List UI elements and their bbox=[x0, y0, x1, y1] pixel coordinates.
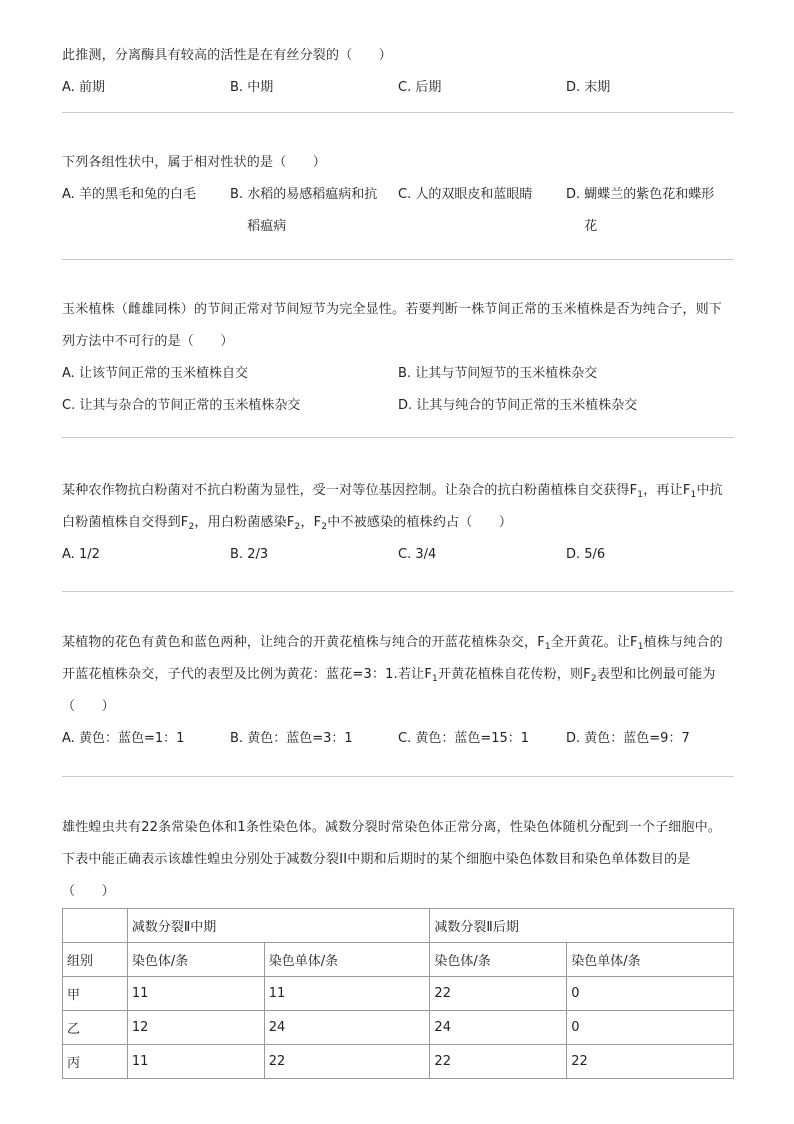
question-1-options bbox=[62, 72, 734, 104]
subscript: 1 bbox=[690, 490, 697, 500]
option-label: D. bbox=[566, 187, 585, 202]
stem-text: ，再让F bbox=[643, 483, 691, 498]
table-cell: 丙 bbox=[63, 1045, 128, 1079]
question-6 bbox=[62, 812, 734, 908]
option-label: A. bbox=[62, 366, 79, 381]
stem-text: ，F bbox=[300, 515, 322, 530]
stem-text: 表型和比例最可能为（ ） bbox=[62, 667, 716, 714]
subscript: 1 bbox=[637, 490, 644, 500]
table-corner-cell bbox=[63, 909, 128, 943]
table-group-header: 减数分裂Ⅱ后期 bbox=[430, 909, 734, 943]
option-label: B. bbox=[230, 731, 248, 746]
option-label: D. bbox=[566, 80, 585, 95]
question-2-option-c[interactable] bbox=[398, 179, 566, 243]
table-cell: 11 bbox=[127, 977, 264, 1011]
stem-text: 某植物的花色有黄色和蓝色两种，让纯合的开黄花植株与纯合的开蓝花植株杂交，F bbox=[62, 635, 545, 650]
question-divider bbox=[62, 112, 734, 113]
question-divider bbox=[62, 591, 734, 592]
question-6-stem: 雄性蝗虫共有22条常染色体和1条性染色体。减数分裂时常染色体正常分离，性染色体随机分配到一个子细胞中。下表中能正确表示该雄性蝗虫分别处于减数分裂II中期和后期时的某个细胞中染色体数目和染色单体数目的是（ ） bbox=[62, 820, 722, 899]
table-cell: 22 bbox=[430, 977, 567, 1011]
stem-text: 全开黄花。让F bbox=[550, 635, 638, 650]
subscript: 2 bbox=[294, 522, 301, 532]
table-header-cell: 染色体/条 bbox=[430, 943, 567, 977]
stem-text: 植株与纯合的开蓝花植株杂交，子代的表型及比例为黄花：蓝花=3：1.若让F bbox=[62, 635, 723, 682]
option-label: D. bbox=[566, 547, 585, 562]
option-label: C. bbox=[398, 80, 416, 95]
option-text: 2/3 bbox=[247, 547, 269, 562]
option-label: A. bbox=[62, 80, 79, 95]
subscript: 2 bbox=[321, 522, 328, 532]
option-text: 让其与节间短节的玉米植株杂交 bbox=[415, 366, 598, 381]
table-header-cell: 染色单体/条 bbox=[567, 943, 734, 977]
option-text: 后期 bbox=[415, 80, 442, 95]
table-cell: 0 bbox=[567, 1011, 734, 1045]
option-text: 人的双眼皮和蓝眼睛 bbox=[415, 187, 533, 202]
question-3-option-c[interactable] bbox=[62, 390, 398, 422]
stem-text: ，用白粉菌感染F bbox=[194, 515, 295, 530]
subscript: 2 bbox=[590, 674, 597, 684]
subscript: 2 bbox=[188, 522, 195, 532]
option-label: B. bbox=[230, 80, 248, 95]
option-label: D. bbox=[398, 398, 417, 413]
question-3-option-d[interactable] bbox=[398, 390, 734, 422]
question-5-option-c[interactable] bbox=[398, 723, 566, 755]
question-1 bbox=[62, 40, 734, 104]
option-text: 黄色：蓝色=3：1 bbox=[247, 731, 353, 746]
option-label: D. bbox=[566, 731, 585, 746]
option-text: 让其与杂合的节间正常的玉米植株杂交 bbox=[79, 398, 301, 413]
option-label: B. bbox=[398, 366, 416, 381]
question-1-stem: 此推测，分离酶具有较高的活性是在有丝分裂的（ ） bbox=[62, 48, 393, 63]
option-text: 羊的黑毛和兔的白毛 bbox=[78, 187, 196, 202]
table-header-row bbox=[63, 943, 734, 977]
question-3-option-a[interactable] bbox=[62, 358, 398, 390]
question-divider bbox=[62, 259, 734, 260]
stem-text: 某种农作物抗白粉菌对不抗白粉菌为显性，受一对等位基因控制。让杂合的抗白粉菌植株自交获得F bbox=[62, 483, 638, 498]
table-header-cell: 染色体/条 bbox=[127, 943, 264, 977]
table-cell: 24 bbox=[430, 1011, 567, 1045]
option-label: C. bbox=[398, 547, 416, 562]
option-label: B. bbox=[230, 547, 248, 562]
question-divider bbox=[62, 776, 734, 777]
option-text: 中期 bbox=[247, 80, 274, 95]
option-text: 水稻的易感稻瘟病和抗稻瘟病 bbox=[247, 187, 378, 234]
stem-text: 开黄花植株自花传粉，则F bbox=[437, 667, 591, 682]
option-label: B. bbox=[230, 187, 248, 202]
question-1-option-d[interactable] bbox=[566, 72, 734, 104]
question-3-options-row-1 bbox=[62, 358, 734, 390]
table-cell: 乙 bbox=[63, 1011, 128, 1045]
table-row bbox=[63, 1011, 734, 1045]
option-label: C. bbox=[398, 187, 416, 202]
question-4-option-a[interactable] bbox=[62, 539, 230, 571]
option-text: 前期 bbox=[78, 80, 105, 95]
table-cell: 11 bbox=[127, 1045, 264, 1079]
stem-text: 中抗白粉菌植株自交得到F bbox=[62, 483, 723, 530]
option-label: C. bbox=[398, 731, 416, 746]
table-cell: 12 bbox=[127, 1011, 264, 1045]
question-4-stem bbox=[62, 475, 734, 539]
option-text: 黄色：蓝色=15：1 bbox=[415, 731, 530, 746]
option-text: 黄色：蓝色=1：1 bbox=[78, 731, 185, 746]
question-5-option-d[interactable] bbox=[566, 723, 734, 755]
question-1-option-c[interactable] bbox=[398, 72, 566, 104]
question-4-option-c[interactable] bbox=[398, 539, 566, 571]
option-text: 5/6 bbox=[584, 547, 606, 562]
stem-text: 中不被感染的植株约占（ ） bbox=[327, 515, 513, 530]
question-2-option-a[interactable] bbox=[62, 179, 230, 243]
question-2 bbox=[62, 147, 734, 243]
question-2-option-b[interactable] bbox=[230, 179, 398, 243]
question-4-option-b[interactable] bbox=[230, 539, 398, 571]
question-3-stem: 玉米植株（雌雄同株）的节间正常对节间短节为完全显性。若要判断一株节间正常的玉米植株是否为纯合子，则下列方法中不可行的是（ ） bbox=[62, 302, 723, 349]
question-2-stem: 下列各组性状中，属于相对性状的是（ ） bbox=[62, 155, 327, 170]
question-2-option-d[interactable] bbox=[566, 179, 734, 243]
option-text: 黄色：蓝色=9：7 bbox=[584, 731, 690, 746]
question-5-stem bbox=[62, 627, 734, 723]
table-cell: 22 bbox=[430, 1045, 567, 1079]
question-3-options-row-2 bbox=[62, 390, 734, 422]
option-text: 末期 bbox=[584, 80, 611, 95]
option-label: A. bbox=[62, 187, 79, 202]
question-5-option-b[interactable] bbox=[230, 723, 398, 755]
option-text: 让该节间正常的玉米植株自交 bbox=[78, 366, 248, 381]
question-5 bbox=[62, 627, 734, 755]
question-5-option-a[interactable] bbox=[62, 723, 230, 755]
option-label: A. bbox=[62, 731, 79, 746]
option-text: 蝴蝶兰的紫色花和蝶形花 bbox=[584, 187, 715, 234]
option-label: A. bbox=[62, 547, 79, 562]
question-4-option-d[interactable] bbox=[566, 539, 734, 571]
question-3 bbox=[62, 294, 734, 422]
subscript: 1 bbox=[544, 642, 551, 652]
question-1-option-b[interactable] bbox=[230, 72, 398, 104]
table-header-cell: 组别 bbox=[63, 943, 128, 977]
table-cell: 22 bbox=[567, 1045, 734, 1079]
question-divider bbox=[62, 437, 734, 438]
table-group-header: 减数分裂Ⅱ中期 bbox=[127, 909, 430, 943]
option-text: 3/4 bbox=[415, 547, 437, 562]
subscript: 1 bbox=[432, 674, 438, 684]
table-group-header-row bbox=[63, 909, 734, 943]
option-text: 1/2 bbox=[78, 547, 100, 562]
question-1-option-a[interactable] bbox=[62, 72, 230, 104]
table-header-cell: 染色单体/条 bbox=[264, 943, 430, 977]
question-4 bbox=[62, 475, 734, 571]
question-2-options bbox=[62, 179, 734, 243]
table-cell: 甲 bbox=[63, 977, 128, 1011]
option-text: 让其与纯合的节间正常的玉米植株杂交 bbox=[416, 398, 638, 413]
table-row bbox=[63, 977, 734, 1011]
table-cell: 11 bbox=[264, 977, 430, 1011]
option-label: C. bbox=[62, 398, 80, 413]
question-5-options bbox=[62, 723, 734, 755]
subscript: 1 bbox=[637, 642, 644, 652]
question-4-options bbox=[62, 539, 734, 571]
data-table bbox=[62, 908, 734, 1079]
table-cell: 22 bbox=[264, 1045, 430, 1079]
question-3-option-b[interactable] bbox=[398, 358, 734, 390]
table-cell: 0 bbox=[567, 977, 734, 1011]
table-cell: 24 bbox=[264, 1011, 430, 1045]
table-row bbox=[63, 1045, 734, 1079]
